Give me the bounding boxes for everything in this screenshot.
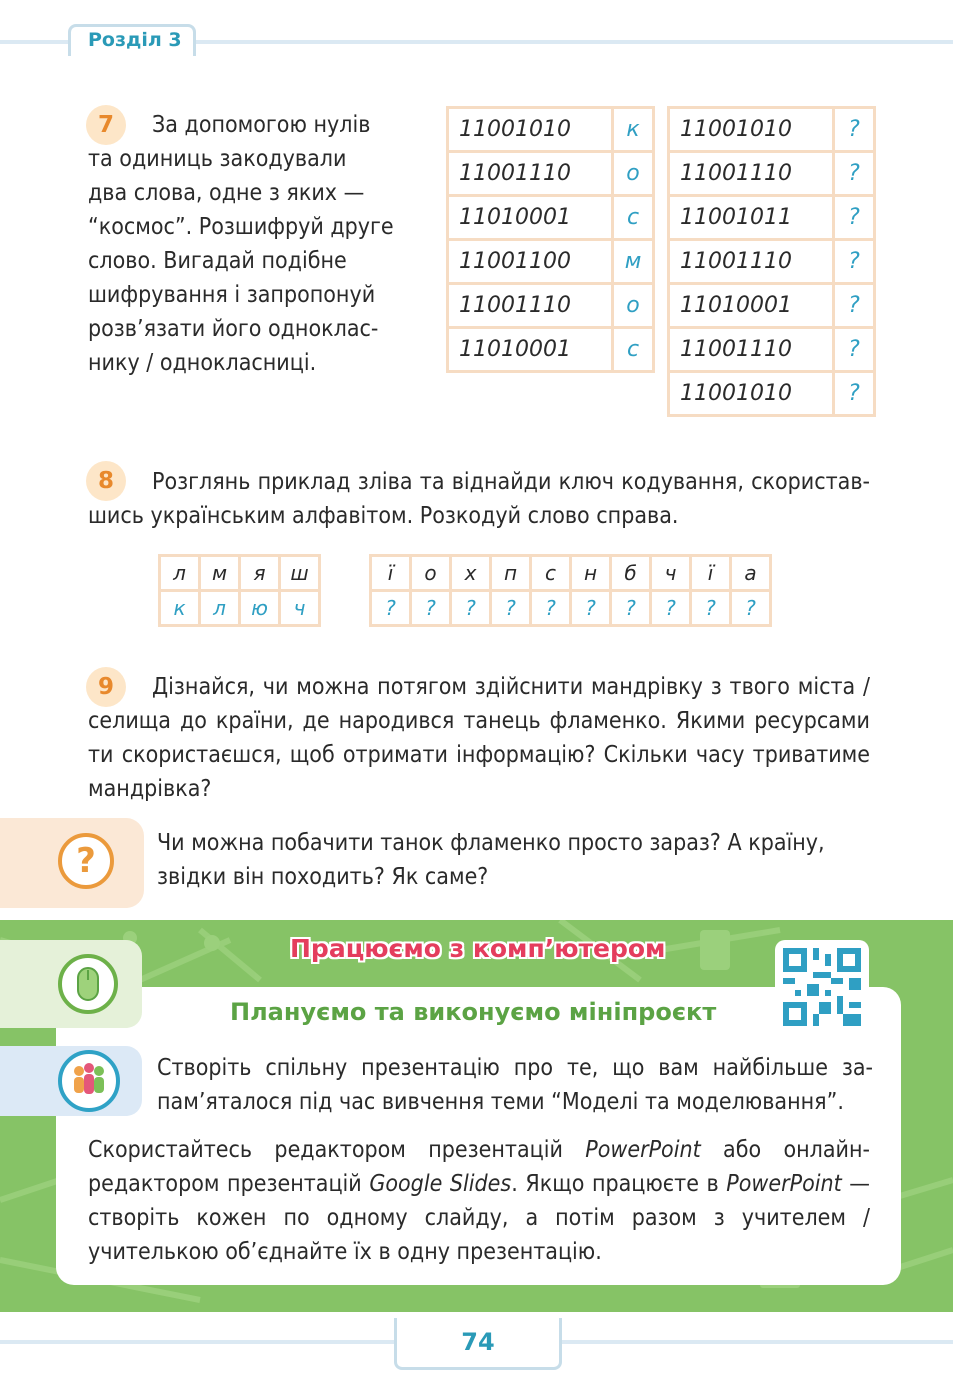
table-row — [669, 108, 875, 152]
task7-line: “космос”. Розшифруй друге — [88, 214, 394, 240]
decoded-letter-cell: ю — [240, 591, 280, 626]
table-row — [448, 152, 654, 196]
unknown-letter-cell: ? — [834, 372, 875, 416]
table-row — [669, 328, 875, 372]
binary-code-cell: 11001010 — [448, 108, 613, 152]
unknown-letter-cell: ? — [834, 240, 875, 284]
binary-code-cell: 11010001 — [448, 196, 613, 240]
unknown-letter-cell: ? — [411, 591, 451, 626]
binary-code-cell: 11001110 — [448, 152, 613, 196]
letter-cell: с — [613, 328, 654, 372]
decoded-letter-cell: л — [200, 591, 240, 626]
binary-code-cell: 11010001 — [448, 328, 613, 372]
unknown-letter-cell: ? — [531, 591, 571, 626]
project-instructions — [88, 1133, 870, 1269]
table-row — [448, 328, 654, 372]
page-number: 74 — [461, 1328, 495, 1356]
task7-line: два слова, одне з яких — — [88, 180, 365, 206]
unknown-letter-cell: ? — [834, 108, 875, 152]
unknown-letter-cell: ? — [834, 196, 875, 240]
binary-code-cell: 11001100 — [448, 240, 613, 284]
table-row — [160, 556, 320, 591]
unknown-code-table — [667, 106, 876, 417]
plain-letter-cell: ї — [371, 556, 411, 591]
plain-letter-cell: с — [531, 556, 571, 591]
table-row — [448, 284, 654, 328]
task7-line: слово. Вигадай подібне — [88, 248, 347, 274]
plain-letter-cell: м — [200, 556, 240, 591]
mouse-icon — [58, 954, 118, 1014]
plain-letter-cell: я — [240, 556, 280, 591]
unknown-letter-cell: ? — [571, 591, 611, 626]
software-name: PowerPoint — [726, 1171, 842, 1197]
unknown-letter-cell: ? — [731, 591, 771, 626]
table-row — [669, 240, 875, 284]
plain-letter-cell: а — [731, 556, 771, 591]
unknown-letter-cell: ? — [691, 591, 731, 626]
qr-code[interactable] — [775, 940, 869, 1034]
decoded-letter-cell: к — [160, 591, 200, 626]
binary-code-cell: 11001110 — [669, 328, 834, 372]
task9-text: Дізнайся, чи можна потягом здійснити мандрівку з твого міста / селища до країни, де народився танець фламенко. Якими ресурсами ти скористаєшся, щоб отримати інформацію? Скільки часу триватиме мандрівка? — [88, 674, 870, 802]
plain-letter-cell: о — [411, 556, 451, 591]
task-number-badge: 7 — [86, 105, 126, 145]
unknown-letter-cell: ? — [611, 591, 651, 626]
task-number-badge: 9 — [86, 667, 126, 707]
task-number-badge: 8 — [86, 461, 126, 501]
task7-line: нику / однокласниці. — [88, 350, 317, 376]
group-task-text: Створіть спільну презентацію про те, що вам найбільше запам’яталося під час вивчення теми “Моделі та моделювання”. — [157, 1055, 873, 1115]
instructions-part: Скористайтесь редактором презентацій — [88, 1137, 586, 1163]
question-icon: ? — [58, 833, 114, 889]
task7-line: та одиниць закодували — [88, 146, 347, 172]
unknown-letter-cell: ? — [834, 152, 875, 196]
binary-code-cell: 11001010 — [669, 108, 834, 152]
plain-letter-cell: н — [571, 556, 611, 591]
project-title: Плануємо та виконуємо мініпроєкт — [230, 998, 717, 1026]
letter-cell: к — [613, 108, 654, 152]
binary-code-cell: 11001110 — [448, 284, 613, 328]
section-header: Працюємо з комп’ютером — [290, 934, 666, 963]
letter-cell: с — [613, 196, 654, 240]
plain-letter-cell: ї — [691, 556, 731, 591]
unknown-letter-cell: ? — [371, 591, 411, 626]
section-label: Розділ 3 — [88, 29, 182, 51]
plain-letter-cell: ч — [651, 556, 691, 591]
binary-code-cell: 11001110 — [669, 152, 834, 196]
table-row — [371, 591, 771, 626]
plain-letter-cell: х — [451, 556, 491, 591]
table-row — [371, 556, 771, 591]
cipher-puzzle-table — [369, 554, 772, 627]
task8-text: Розглянь приклад зліва та віднайди ключ кодування, скориставшись українським алфавітом. Розкодуй слово справа. — [88, 469, 870, 529]
software-name: Google Slides — [369, 1171, 512, 1197]
table-row — [448, 240, 654, 284]
binary-code-cell: 11001110 — [669, 240, 834, 284]
plain-letter-cell: л — [160, 556, 200, 591]
table-row — [669, 196, 875, 240]
task7-text — [88, 108, 428, 380]
table-row — [160, 591, 320, 626]
task7-line: розв’язати його одноклас- — [88, 316, 379, 342]
instructions-part: . Якщо працюєте в — [511, 1171, 727, 1197]
letter-cell: о — [613, 284, 654, 328]
binary-code-cell: 11010001 — [669, 284, 834, 328]
task7-line: шифрування і запропонуй — [88, 282, 376, 308]
task7-line: За допомогою нулів — [152, 112, 371, 138]
binary-code-cell: 11001010 — [669, 372, 834, 416]
group-work-icon — [58, 1050, 120, 1112]
instructions-part: — створіть кожен по одному слайду, а потім разом з учителем / учителькою об’єднайте їх в одну презентацію. — [88, 1171, 870, 1265]
plain-letter-cell: б — [611, 556, 651, 591]
binary-code-cell: 11001011 — [669, 196, 834, 240]
unknown-letter-cell: ? — [451, 591, 491, 626]
table-row — [669, 372, 875, 416]
known-code-table — [446, 106, 655, 373]
decoded-letter-cell: ч — [280, 591, 320, 626]
table-row — [669, 284, 875, 328]
letter-cell: м — [613, 240, 654, 284]
unknown-letter-cell: ? — [491, 591, 531, 626]
table-row — [448, 108, 654, 152]
software-name: PowerPoint — [585, 1137, 701, 1163]
table-row — [669, 152, 875, 196]
unknown-letter-cell: ? — [651, 591, 691, 626]
plain-letter-cell: ш — [280, 556, 320, 591]
cipher-example-table — [158, 554, 321, 627]
letter-cell: о — [613, 152, 654, 196]
question-text: Чи можна побачити танок фламенко просто зараз? А країну, звідки він походить? Як саме? — [157, 830, 825, 890]
table-row — [448, 196, 654, 240]
unknown-letter-cell: ? — [834, 284, 875, 328]
unknown-letter-cell: ? — [834, 328, 875, 372]
plain-letter-cell: п — [491, 556, 531, 591]
instructions-part: або онлайн-редактором презентацій — [88, 1137, 870, 1197]
